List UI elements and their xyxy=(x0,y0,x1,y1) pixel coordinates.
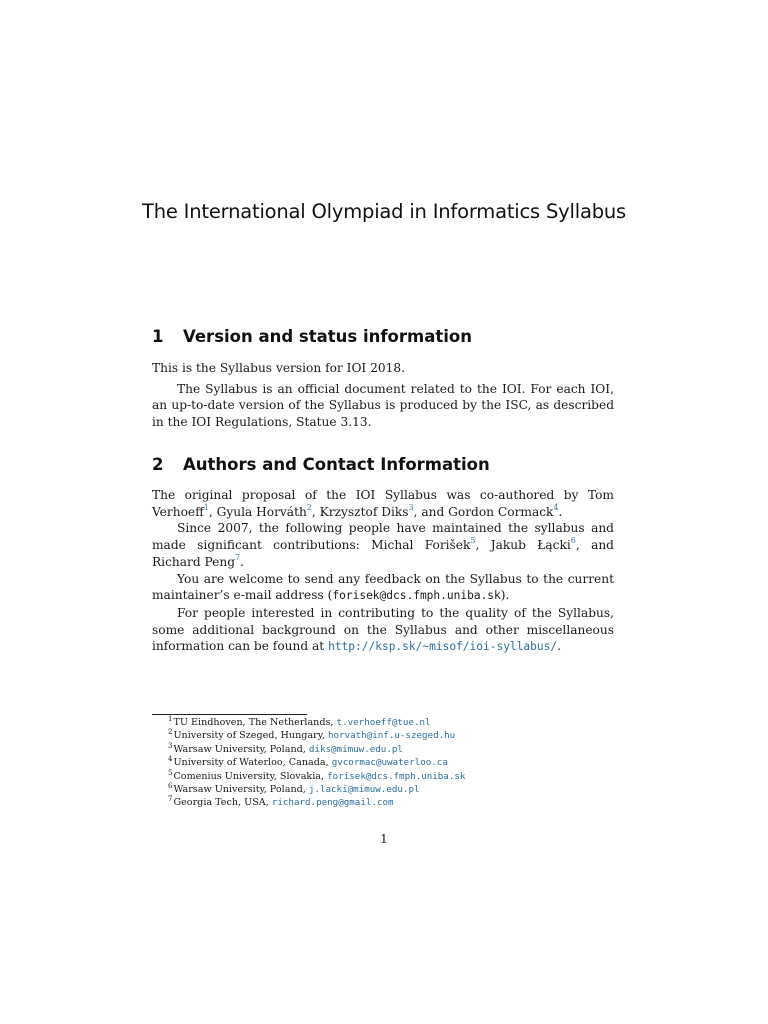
section-number: 2 xyxy=(152,455,164,474)
section-2-heading xyxy=(152,455,490,474)
section-title: Version and status information xyxy=(183,327,472,346)
section-number: 1 xyxy=(152,327,164,346)
footnote-ref[interactable]: 6 xyxy=(570,536,576,546)
footnote-3: $^3$Warsaw University, Poland, diks@mimuw.edu.pl xyxy=(168,741,403,755)
footnote-6: $^6$Warsaw University, Poland, j.lacki@mimuw.edu.pl xyxy=(168,782,420,796)
paragraph: This is the Syllabus version for IOI 2018. xyxy=(152,361,406,375)
email-link[interactable]: diks@mimuw.edu.pl xyxy=(308,743,403,755)
email-link[interactable]: richard.peng@gmail.com xyxy=(271,797,394,809)
email-link[interactable]: t.verhoeff@tue.nl xyxy=(336,717,431,728)
section-title: Authors and Contact Information xyxy=(183,455,490,474)
section-1-body xyxy=(152,360,614,431)
footnote-ref[interactable]: 2 xyxy=(306,502,312,512)
page-number: 1 xyxy=(380,832,388,846)
footnote-2: $^2$University of Szeged, Hungary, horvath@inf.u-szeged.hu xyxy=(168,728,456,742)
footnote-1: $^1$TU Eindhoven, The Netherlands, t.verhoeff@tue.nl xyxy=(168,715,431,728)
paragraph: You are welcome to send any feedback on the Syllabus to the current maintainer’s e-mail address (forisek@dcs.fmph.uniba.sk). xyxy=(152,571,614,603)
footnotes xyxy=(168,716,465,810)
email-link[interactable]: j.lacki@mimuw.edu.pl xyxy=(308,784,420,796)
syllabus-url-link[interactable]: http://ksp.sk/~misof/ioi-syllabus/ xyxy=(328,640,558,654)
footnote-ref[interactable]: 1 xyxy=(203,502,209,512)
footnote-ref[interactable]: 5 xyxy=(470,536,476,546)
footnote-7: $^7$Georgia Tech, USA, richard.peng@gmail.com xyxy=(168,795,394,809)
paragraph: The Syllabus is an official document related to the IOI. For each IOI, an up-to-date version of the Syllabus is produced by the ISC, as described in the IOI Regulations, Statue 3.13. xyxy=(152,381,614,430)
paragraph: Since 2007, the following people have maintained the syllabus and made significant contributions: Michal Forišek$^5$, Jakub Łącki$^6$, and Richard Peng$^7$. xyxy=(152,521,614,569)
footnote-rule xyxy=(152,714,307,715)
email-link[interactable]: forisek@dcs.fmph.uniba.sk xyxy=(327,770,466,782)
footnote-ref[interactable]: 4 xyxy=(553,502,559,512)
footnote-4: $^4$University of Waterloo, Canada, gvcormac@uwaterloo.ca xyxy=(168,755,448,769)
document-title: The International Olympiad in Informatics Syllabus xyxy=(142,200,626,223)
footnote-ref[interactable]: 7 xyxy=(235,552,241,562)
maintainer-email: forisek@dcs.fmph.uniba.sk xyxy=(332,589,501,603)
paragraph: The original proposal of the IOI Syllabus was co-authored by Tom Verhoeff$^1$, Gyula Horváth$^2$, Krzysztof Diks$^3$, and Gordon Cormack$^4$. xyxy=(152,488,614,519)
email-link[interactable]: gvcormac@uwaterloo.ca xyxy=(331,757,448,769)
footnote-5: $^5$Comenius University, Slovakia, forisek@dcs.fmph.uniba.sk xyxy=(168,768,466,782)
email-link[interactable]: horvath@inf.u-szeged.hu xyxy=(327,730,456,742)
section-1-heading xyxy=(152,327,472,346)
paragraph: For people interested in contributing to the quality of the Syllabus, some additional background on the Syllabus and other miscellaneous information can be found at http://ksp.sk/~misof/ioi-syllabus/. xyxy=(152,605,614,654)
footnote-ref[interactable]: 3 xyxy=(408,502,414,512)
section-2-body xyxy=(152,487,614,656)
